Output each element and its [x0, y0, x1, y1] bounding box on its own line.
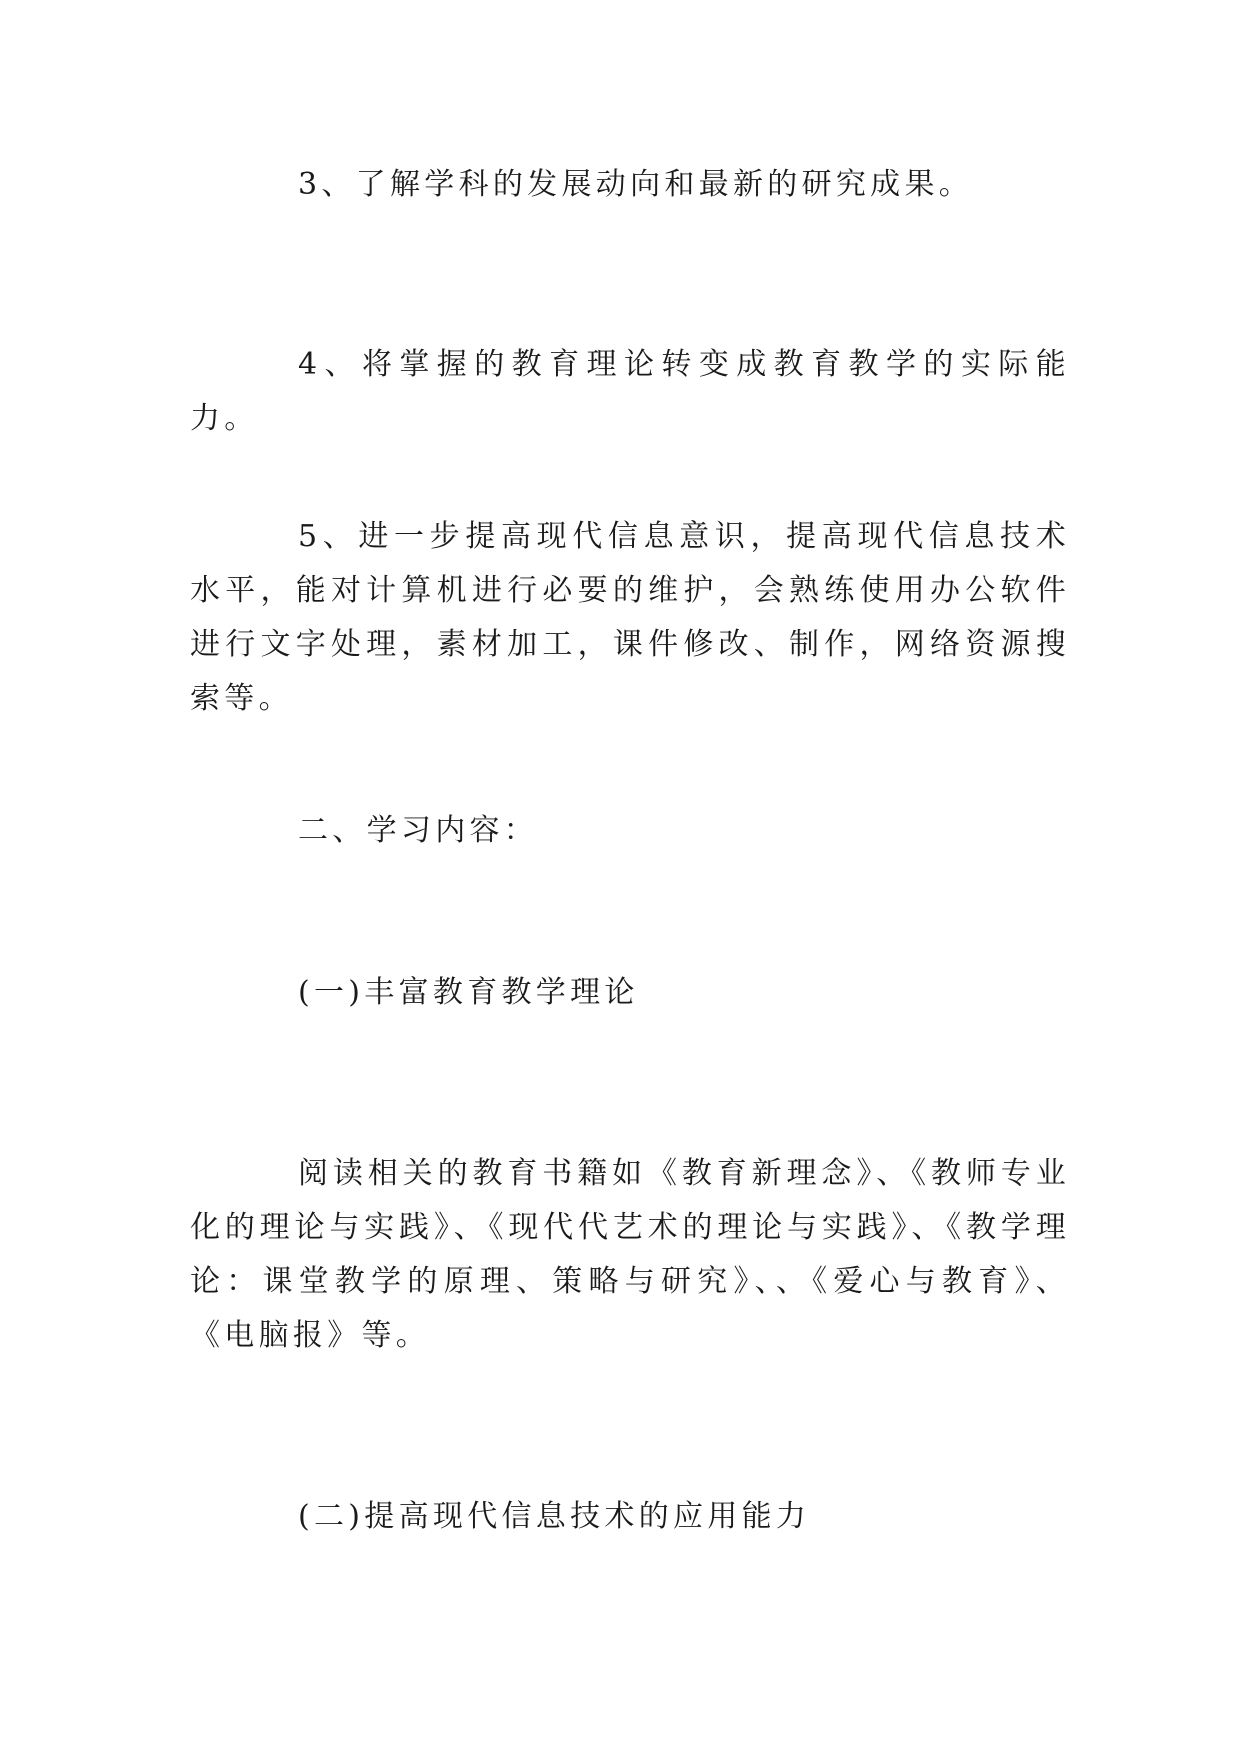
subsection-heading-theory: (一)丰富教育教学理论: [298, 975, 639, 1010]
paragraph-reading-list: 阅读相关的教育书籍如《教育新理念》、《教师专业化的理论与实践》、《现代代艺术的理论与实践》、《教学理论：课堂教学的原理、策略与研究》、、《爱心与教育》、《电脑报》等。: [190, 1156, 1070, 1353]
section-heading-study-content: 二、学习内容：: [298, 813, 539, 848]
paragraph-item-5: 5、进一步提高现代信息意识，提高现代信息技术水平，能对计算机进行必要的维护，会熟练使用办公软件进行文字处理，素材加工，课件修改、制作，网络资源搜索等。: [190, 519, 1070, 716]
paragraph-item-3: 3、了解学科的发展动向和最新的研究成果。: [298, 167, 974, 202]
paragraph-item-4: 4、将掌握的教育理论转变成教育教学的实际能力。: [190, 347, 1070, 436]
subsection-heading-it-skills: (二)提高现代信息技术的应用能力: [298, 1499, 811, 1534]
